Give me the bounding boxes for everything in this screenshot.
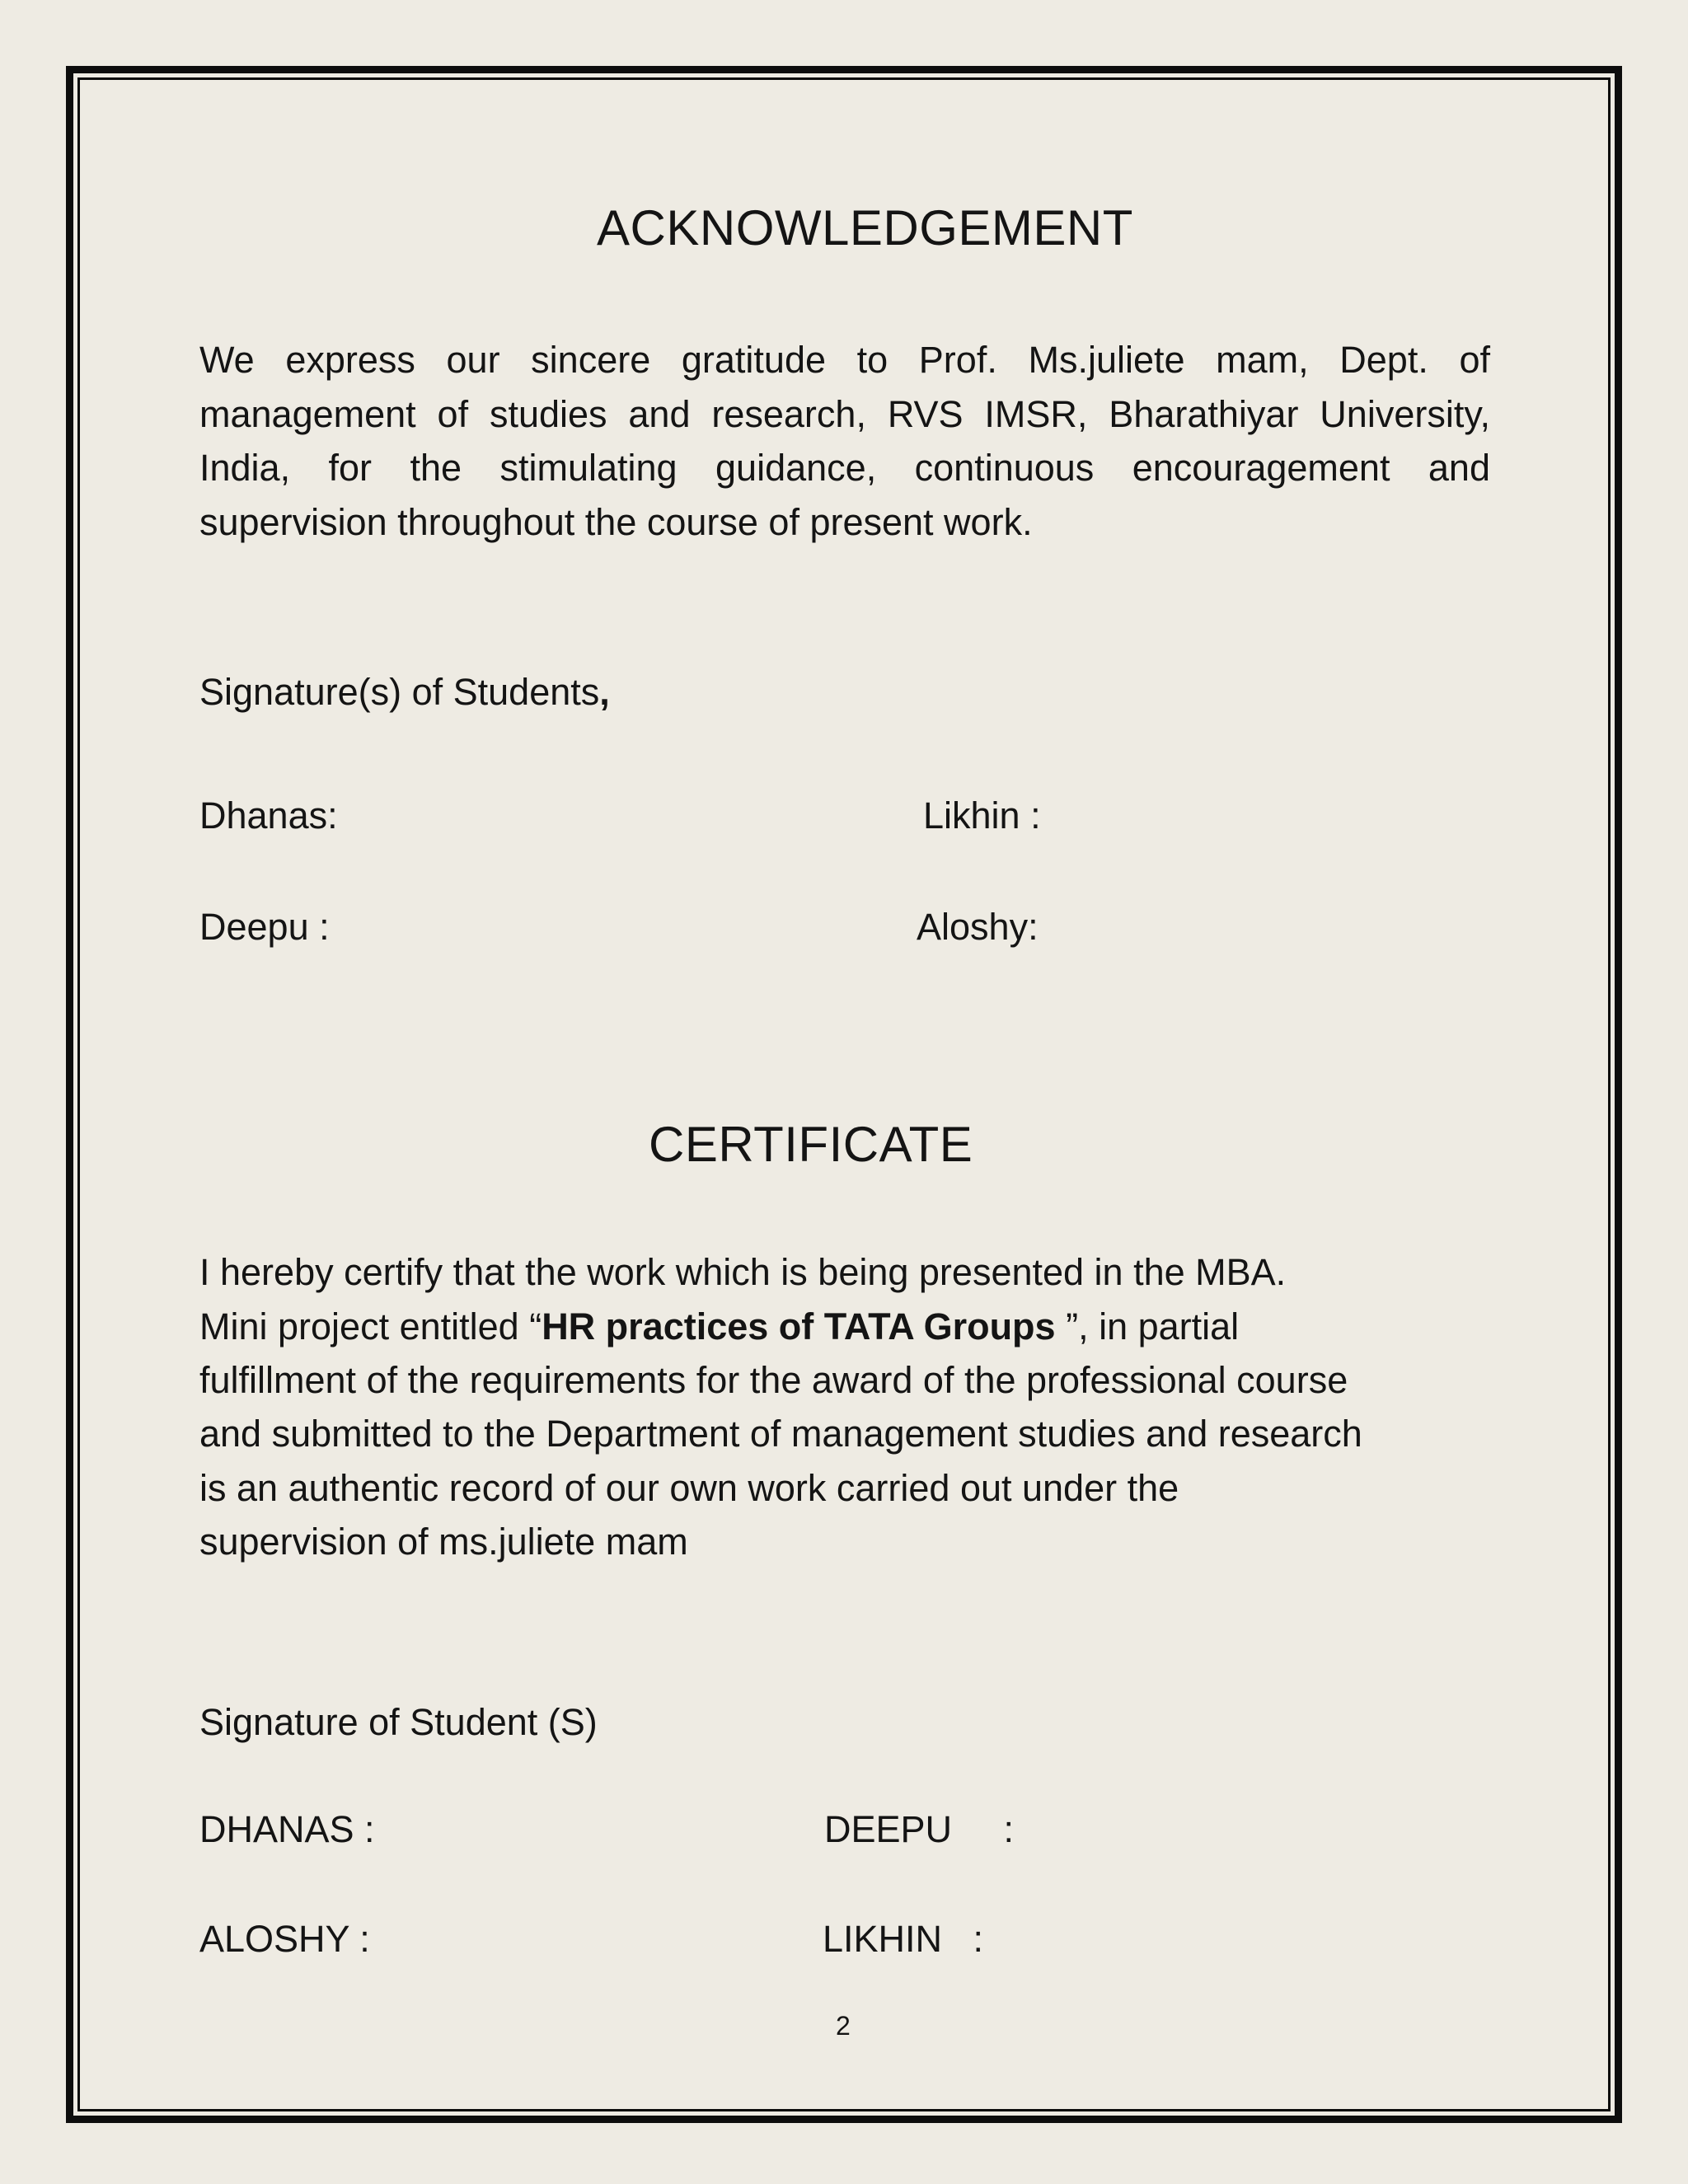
cert-signature-aloshy: ALOSHY :	[199, 1918, 370, 1960]
acknowledgement-title: ACKNOWLEDGEMENT	[597, 200, 1133, 255]
certificate-line-5: is an authentic record of our own work carried out under the	[199, 1467, 1179, 1509]
ack-signature-aloshy: Aloshy:	[917, 906, 1039, 948]
certificate-line-2	[199, 1305, 1239, 1348]
ack-signature-heading	[199, 665, 610, 719]
cert-signature-likhin: LIKHIN :	[823, 1918, 984, 1960]
certificate-line-4: and submitted to the Department of management studies and research	[199, 1413, 1362, 1455]
certificate-line-2-post: ”, in partial	[1055, 1305, 1240, 1347]
project-title: HR practices of TATA Groups	[542, 1305, 1056, 1347]
ack-signature-likhin: Likhin :	[923, 794, 1041, 837]
ack-signature-comma: ,	[599, 671, 610, 713]
certificate-line-1: I hereby certify that the work which is being presented in the MBA.	[199, 1251, 1287, 1293]
ack-signature-heading-text: Signature(s) of Students	[199, 671, 600, 713]
certificate-title: CERTIFICATE	[649, 1117, 973, 1172]
cert-signature-heading: Signature of Student (S)	[199, 1701, 598, 1743]
certificate-line-6: supervision of ms.juliete mam	[199, 1521, 688, 1563]
page-number: 2	[836, 2011, 851, 2041]
acknowledgement-paragraph: We express our sincere gratitude to Prof. Ms.juliete mam, Dept. of management of studies and research, RVS IMSR, Bharathiyar University, India, for the stimulating guidance, continuous encouragement and supervision throughout the course of present work.	[199, 339, 1490, 543]
certificate-line-2-pre: Mini project entitled “	[199, 1305, 542, 1347]
ack-signature-dhanas: Dhanas:	[199, 794, 338, 837]
certificate-line-3: fulfillment of the requirements for the award of the professional course	[199, 1359, 1348, 1401]
cert-signature-dhanas: DHANAS :	[199, 1808, 375, 1850]
cert-signature-deepu: DEEPU :	[824, 1808, 1015, 1850]
ack-signature-deepu: Deepu :	[199, 906, 330, 948]
